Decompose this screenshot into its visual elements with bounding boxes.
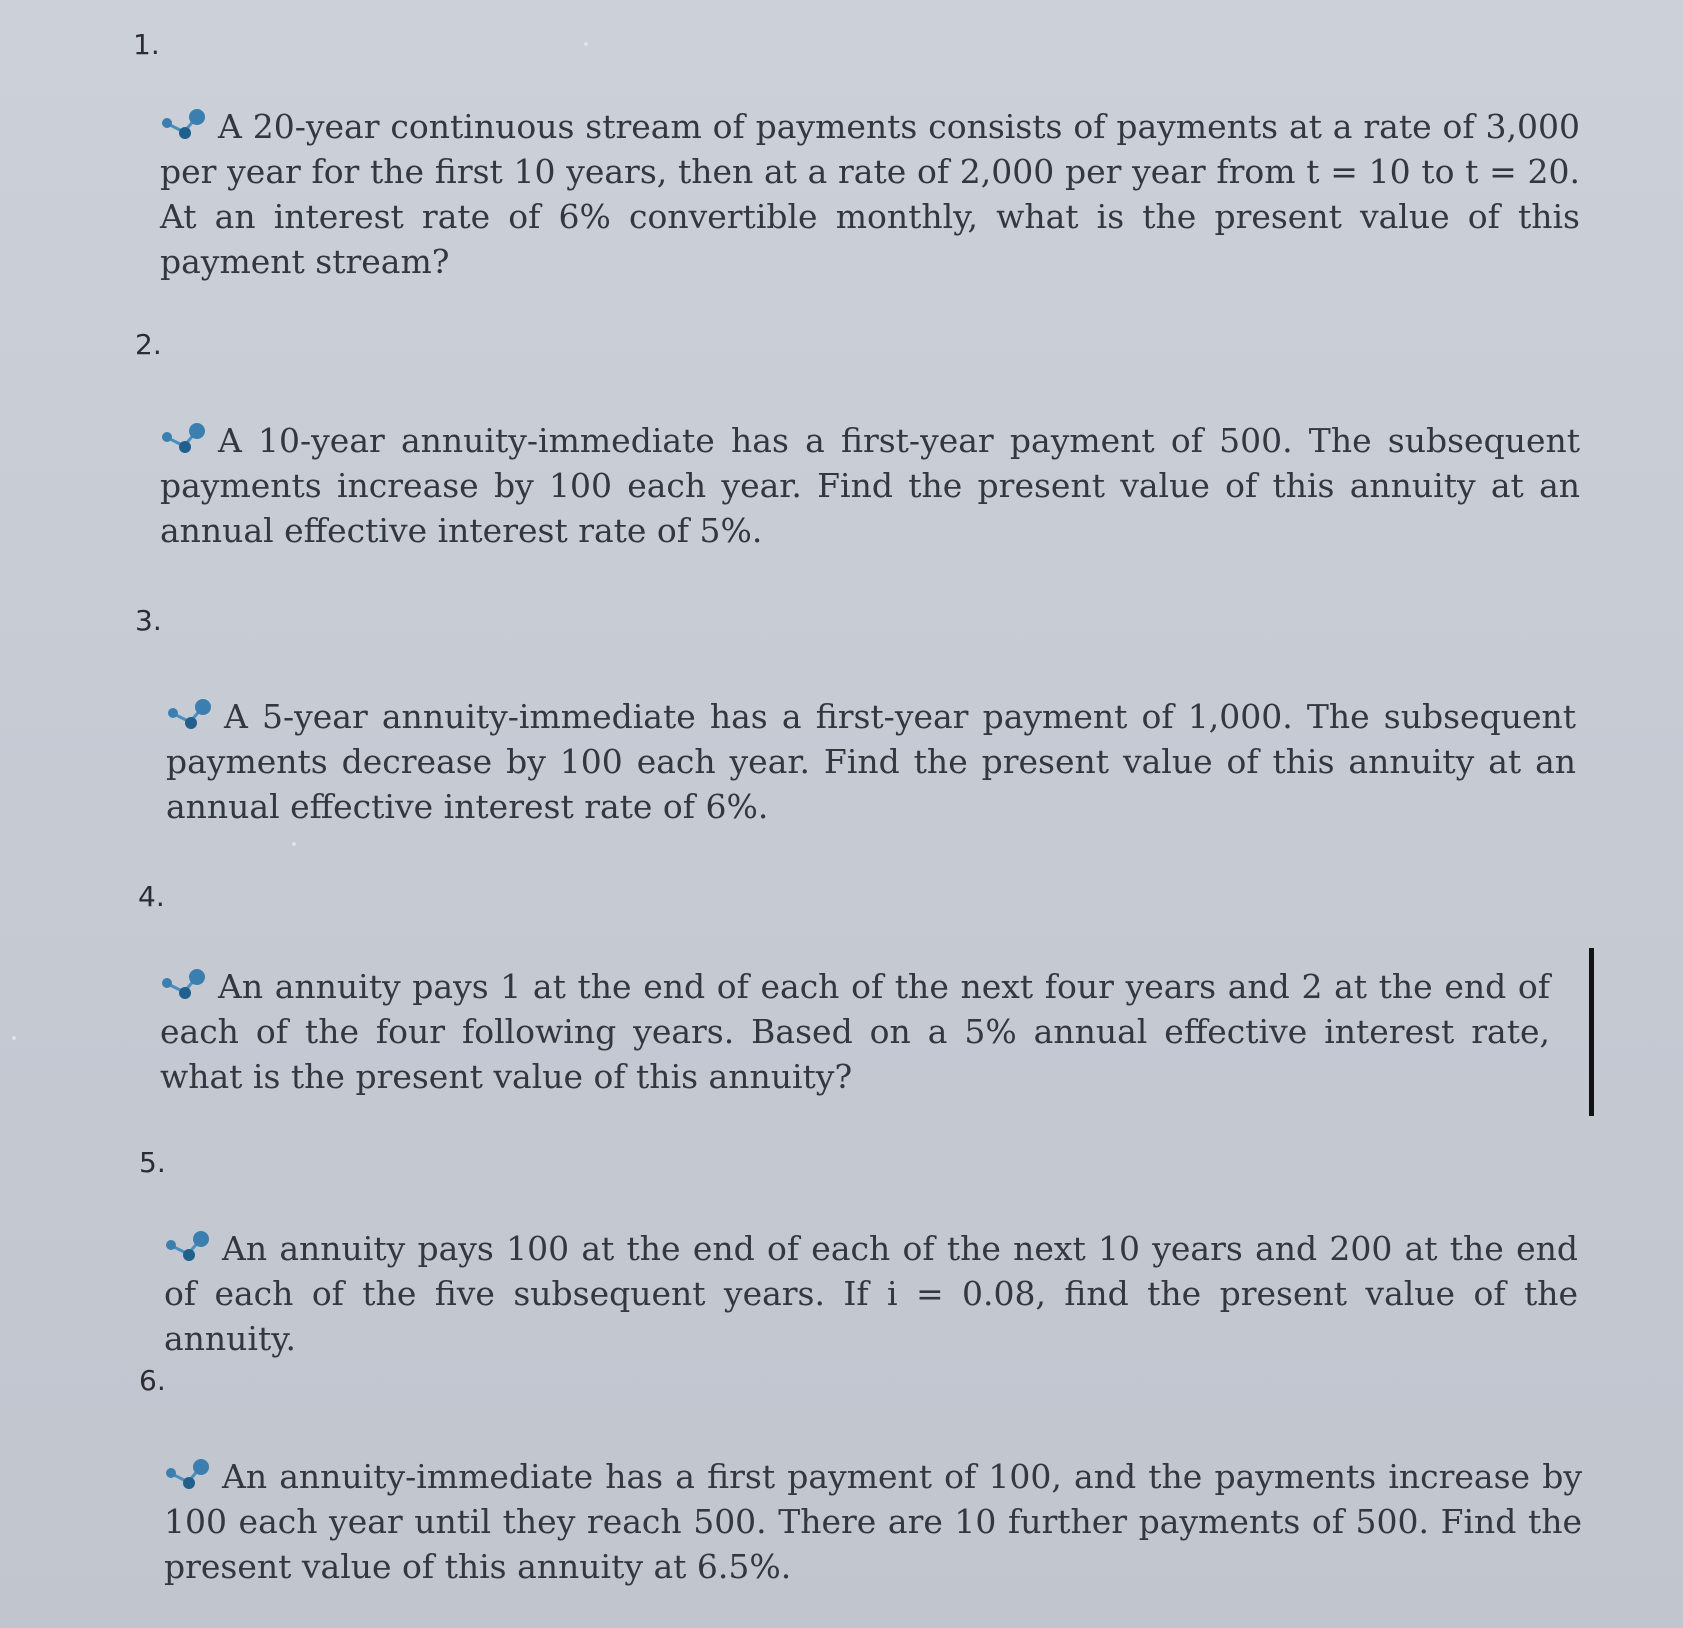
hint-molecule-icon[interactable] xyxy=(166,698,212,732)
question-text: A 20-year continuous stream of payments consists of payments at a rate of 3,000 per year for the first 10 years, then at a rate of 2,000 per year from t = 10 to t = 20. At an interest rate of 6% convertible monthly, what is the present value of this payment stream? xyxy=(160,107,1580,281)
speck xyxy=(584,42,588,46)
question-number: 6. xyxy=(139,1364,166,1397)
question-text: An annuity pays 1 at the end of each of the next four years and 2 at the end of each of the four following years. Based on a 5% annual effective interest rate, what is the present value of this annuity? xyxy=(160,967,1550,1096)
question-5 xyxy=(164,1226,1578,1361)
question-text: An annuity pays 100 at the end of each of the next 10 years and 200 at the end of each of the five subsequent years. If i = 0.08, find the present value of the annuity. xyxy=(164,1229,1578,1358)
hint-molecule-icon[interactable] xyxy=(160,422,206,456)
question-number: 2. xyxy=(135,328,162,361)
question-6 xyxy=(164,1454,1582,1589)
hint-molecule-icon[interactable] xyxy=(160,108,206,142)
hint-molecule-icon[interactable] xyxy=(160,968,206,1002)
hint-molecule-icon[interactable] xyxy=(164,1458,210,1492)
question-1 xyxy=(160,104,1580,284)
hint-molecule-icon[interactable] xyxy=(164,1230,210,1264)
question-4 xyxy=(160,964,1550,1099)
question-number: 3. xyxy=(135,604,162,637)
question-number: 5. xyxy=(139,1146,166,1179)
speck xyxy=(292,842,296,846)
question-text: An annuity-immediate has a first payment of 100, and the payments increase by 100 each year until they reach 500. There are 10 further payments of 500. Find the present value of this annuity at 6.5%. xyxy=(164,1457,1582,1586)
question-text: A 10-year annuity-immediate has a first-year payment of 500. The subsequent payments increase by 100 each year. Find the present value of this annuity at an annual effective interest rate of 5%. xyxy=(160,421,1580,550)
question-number: 4. xyxy=(138,880,165,913)
speck xyxy=(12,1036,16,1040)
question-3 xyxy=(166,694,1576,829)
vertical-divider xyxy=(1589,948,1594,1116)
question-text: A 5-year annuity-immediate has a first-year payment of 1,000. The subsequent payments decrease by 100 each year. Find the present value of this annuity at an annual effective interest rate of 6%. xyxy=(166,697,1576,826)
question-number: 1. xyxy=(133,28,160,61)
question-2 xyxy=(160,418,1580,553)
